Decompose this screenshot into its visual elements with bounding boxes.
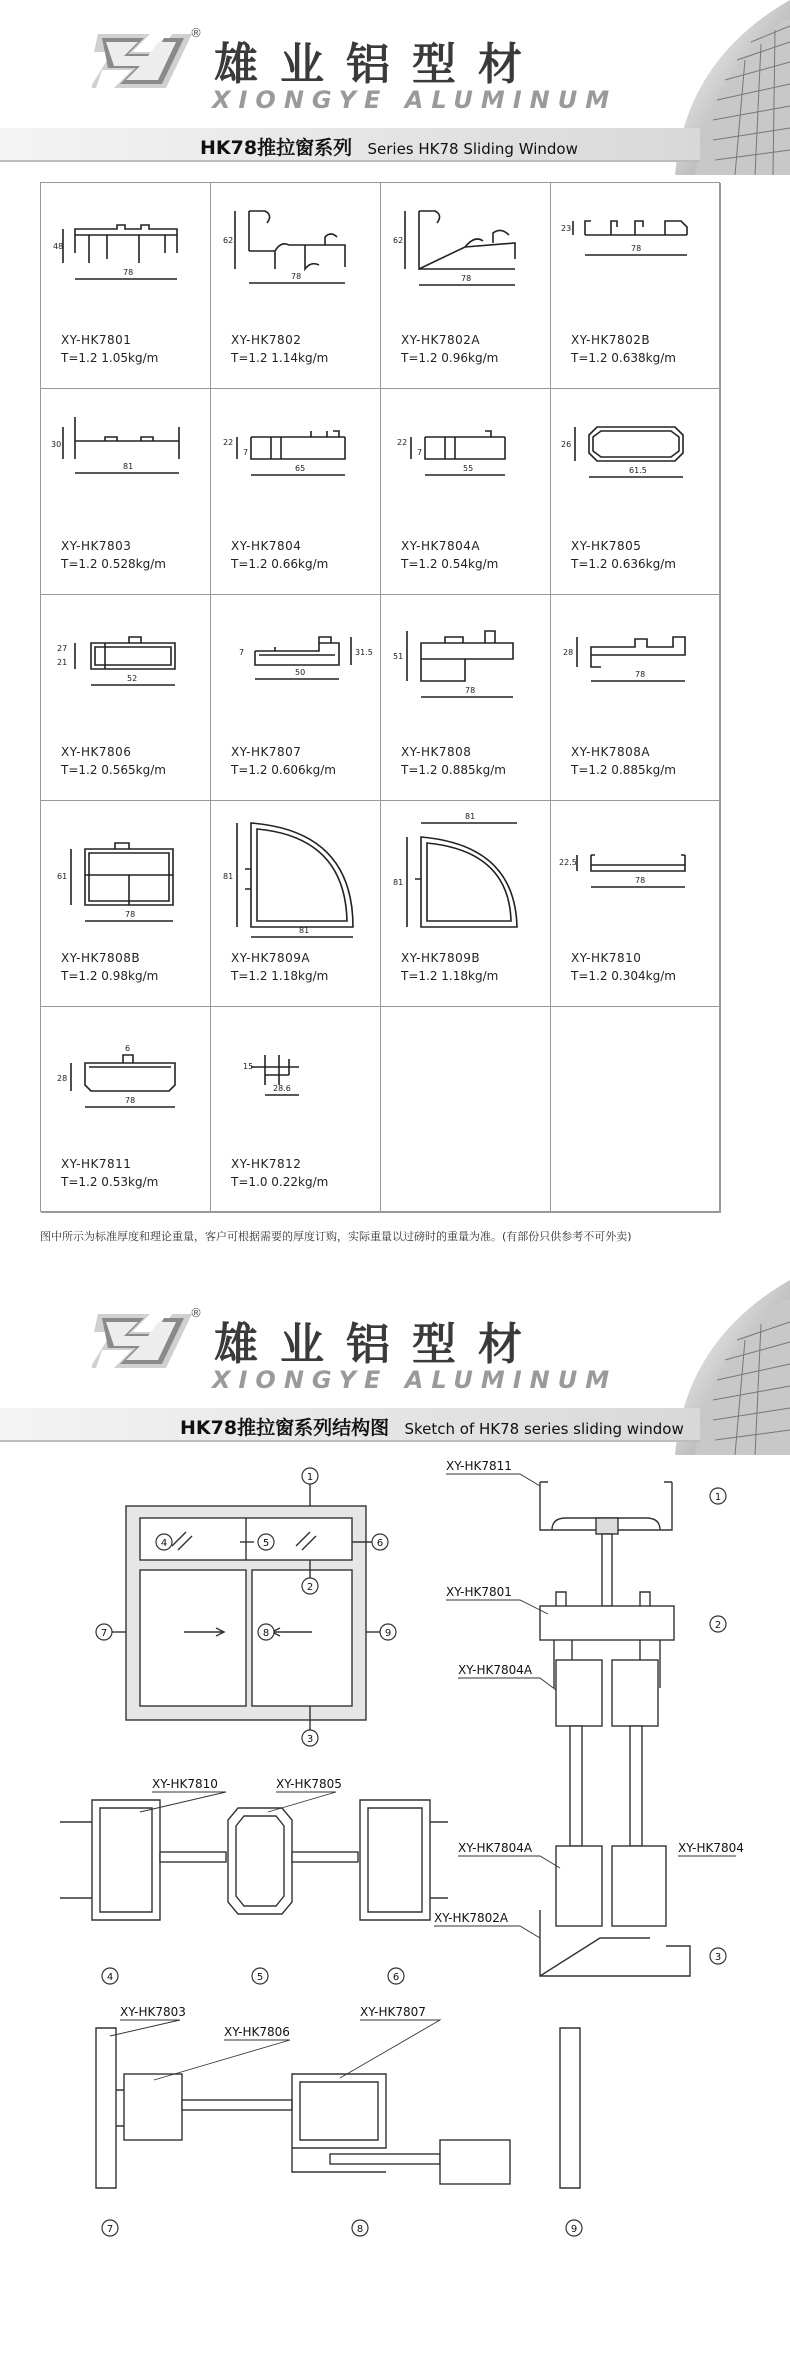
profile-drawing <box>385 809 547 949</box>
dim-height: 61 <box>57 872 68 881</box>
registered-mark: ® <box>190 1306 202 1320</box>
profile-spec: T=1.2 0.606kg/m <box>231 763 336 777</box>
profile-code: XY-HK7811 <box>61 1157 132 1171</box>
label-7811: XY-HK7811 <box>446 1460 512 1473</box>
profile-code: XY-HK7810 <box>571 951 642 965</box>
profile-drawing <box>45 603 207 743</box>
catalog-page-sketch <box>0 1280 790 2356</box>
profile-7804a-bottom <box>556 1846 602 1926</box>
callout-9-section: 9 <box>570 2224 578 2235</box>
callout-1: 1 <box>306 1472 314 1483</box>
profile-code: XY-HK7802A <box>401 333 481 347</box>
callout-2-section: 2 <box>714 1620 722 1631</box>
dim-height: 23 <box>561 224 572 233</box>
callout-6-section: 6 <box>392 1972 400 1983</box>
profile-spec: T=1.2 0.54kg/m <box>401 557 499 571</box>
empty-cell <box>381 1007 551 1213</box>
dim-width: 78 <box>461 274 472 283</box>
profile-code: XY-HK7803 <box>61 539 132 553</box>
brand-name-cn: 雄业铝型材 <box>214 1319 544 1370</box>
profile-spec: T=1.2 1.18kg/m <box>231 969 329 983</box>
profile-drawing <box>555 603 717 743</box>
profile-drawing <box>215 397 377 537</box>
profile-card <box>211 801 381 1007</box>
profile-drawing <box>555 191 717 331</box>
profile-card <box>41 389 211 595</box>
dim-height: 81 <box>393 878 404 887</box>
profile-drawing <box>385 603 547 743</box>
profile-code: XY-HK7801 <box>61 333 132 347</box>
profile-card <box>41 183 211 389</box>
profile-spec: T=1.2 1.05kg/m <box>61 351 159 365</box>
profile-card <box>551 801 721 1007</box>
dim-height: 62 <box>223 236 234 245</box>
sketch-header <box>0 1280 790 1439</box>
dim-width: 81 <box>299 926 310 935</box>
callout-9: 9 <box>384 1628 392 1639</box>
profile-card <box>551 183 721 389</box>
profile-spec: T=1.2 0.636kg/m <box>571 557 676 571</box>
dim-width: 78 <box>291 272 302 281</box>
profile-spec: T=1.2 0.885kg/m <box>401 763 506 777</box>
sketch-title-bar <box>0 1408 700 1442</box>
profile-card <box>41 595 211 801</box>
dim-gap: 7 <box>417 448 423 457</box>
profile-spec: T=1.2 0.638kg/m <box>571 351 676 365</box>
callout-8: 8 <box>262 1628 270 1639</box>
profile-drawing <box>385 397 547 537</box>
callout-5-section: 5 <box>256 1972 264 1983</box>
brand-logo-icon <box>92 1306 196 1376</box>
profile-card <box>381 801 551 1007</box>
dim-width: 65 <box>295 464 306 473</box>
profile-spec: T=1.2 0.66kg/m <box>231 557 329 571</box>
profile-drawing <box>215 191 377 331</box>
profile-drawing <box>215 809 377 949</box>
profile-7810-right <box>360 1800 448 1920</box>
dim-height: 28 <box>57 1074 68 1083</box>
profile-spec: T=1.2 0.565kg/m <box>61 763 166 777</box>
dim-height: 81 <box>223 872 234 881</box>
profile-card <box>381 389 551 595</box>
profile-spec: T=1.2 1.14kg/m <box>231 351 329 365</box>
empty-cell <box>551 1007 721 1213</box>
sketch-title <box>180 1413 684 1440</box>
profile-card <box>211 389 381 595</box>
dim-width: 78 <box>631 244 642 253</box>
profile-card <box>211 595 381 801</box>
profile-code: XY-HK7809A <box>231 951 311 965</box>
registered-mark: ® <box>190 26 202 40</box>
profile-code: XY-HK7808A <box>571 745 651 759</box>
dim-height: 51 <box>393 652 404 661</box>
label-7804a-upper: XY-HK7804A <box>458 1663 533 1677</box>
callout-3: 3 <box>306 1734 314 1745</box>
profile-7801 <box>540 1606 674 1640</box>
profile-drawing <box>215 1015 377 1155</box>
sketch-title-cn: HK78推拉窗系列结构图 <box>180 1417 390 1439</box>
profile-grid <box>40 182 720 1212</box>
profile-spec: T=1.0 0.22kg/m <box>231 1175 329 1189</box>
profile-spec: T=1.2 0.98kg/m <box>61 969 159 983</box>
dim-gap: 7 <box>243 448 249 457</box>
structure-sketch <box>0 1460 790 2340</box>
dim-height: 22 <box>223 438 234 447</box>
profile-card <box>211 1007 381 1213</box>
callout-5: 5 <box>262 1538 270 1549</box>
dim-width: 55 <box>463 464 474 473</box>
dim-width: 52 <box>127 674 138 683</box>
series-title-bar <box>0 128 700 162</box>
series-title-en: Series HK78 Sliding Window <box>367 140 578 158</box>
dim-width: 78 <box>125 910 136 919</box>
profile-card <box>551 389 721 595</box>
label-7804: XY-HK7804 <box>678 1841 744 1855</box>
profile-drawing <box>45 1015 207 1155</box>
dim-height: 28 <box>563 648 574 657</box>
profile-drawing <box>215 603 377 743</box>
callout-1-section: 1 <box>714 1492 722 1503</box>
profile-drawing <box>45 191 207 331</box>
dim-height: 62 <box>393 236 404 245</box>
profile-card <box>211 183 381 389</box>
dim-height: 27 <box>57 644 68 653</box>
profile-card <box>41 801 211 1007</box>
profile-card <box>41 1007 211 1213</box>
label-7807: XY-HK7807 <box>360 2005 426 2019</box>
profile-code: XY-HK7802B <box>571 333 651 347</box>
callout-7: 7 <box>100 1628 108 1639</box>
profile-code: XY-HK7809B <box>401 951 481 965</box>
label-7810: XY-HK7810 <box>152 1777 218 1791</box>
dim-width: 78 <box>635 876 646 885</box>
label-7806: XY-HK7806 <box>224 2025 290 2039</box>
brand-logo-icon <box>92 26 196 96</box>
profile-code: XY-HK7807 <box>231 745 302 759</box>
dim-inner: 21 <box>57 658 68 667</box>
dim-gap: 7 <box>239 648 245 657</box>
callout-3-section: 3 <box>714 1952 722 1963</box>
callout-7-section: 7 <box>106 2224 114 2235</box>
profile-drawing <box>45 809 207 949</box>
profile-spec: T=1.2 0.304kg/m <box>571 969 676 983</box>
profile-code: XY-HK7802 <box>231 333 302 347</box>
dim-height: 48 <box>53 242 64 251</box>
profile-card <box>551 595 721 801</box>
profile-code: XY-HK7808B <box>61 951 141 965</box>
callout-4-section: 4 <box>106 1972 114 1983</box>
profile-drawing <box>555 397 717 537</box>
catalog-header <box>0 0 790 159</box>
dim-width: 78 <box>123 268 134 277</box>
dim-height: 30 <box>51 440 62 449</box>
profile-code: XY-HK7805 <box>571 539 642 553</box>
label-7803: XY-HK7803 <box>120 2005 186 2019</box>
sketch-title-en: Sketch of HK78 series sliding window <box>404 1420 684 1438</box>
dim-gap: 6 <box>125 1044 131 1053</box>
profile-spec: T=1.2 0.885kg/m <box>571 763 676 777</box>
profile-7806 <box>124 2074 182 2140</box>
brand-name-en: XIONGYE ALUMINUM <box>212 86 618 114</box>
brand-name-en: XIONGYE ALUMINUM <box>212 1366 618 1394</box>
profile-spec: T=1.2 0.53kg/m <box>61 1175 159 1189</box>
profile-spec: T=1.2 1.18kg/m <box>401 969 499 983</box>
dim-height: 15 <box>243 1062 254 1071</box>
profile-drawing <box>385 191 547 331</box>
profile-code: XY-HK7804A <box>401 539 481 553</box>
dim-width: 78 <box>125 1096 136 1105</box>
brand-name-cn: 雄业铝型材 <box>214 39 544 90</box>
profile-spec: T=1.2 0.528kg/m <box>61 557 166 571</box>
profile-drawing <box>45 397 207 537</box>
label-7802a: XY-HK7802A <box>434 1911 509 1925</box>
profile-card <box>381 595 551 801</box>
dim-height: 22.5 <box>559 858 577 867</box>
label-7804a-lower: XY-HK7804A <box>458 1841 533 1855</box>
profile-7810 <box>60 1800 160 1920</box>
dim-width: 28.6 <box>273 1084 291 1093</box>
profile-code: XY-HK7808 <box>401 745 472 759</box>
dim-width: 81 <box>465 812 476 821</box>
profile-7804 <box>612 1846 666 1926</box>
profile-card <box>381 183 551 389</box>
footnote: 图中所示为标准厚度和理论重量，客户可根据需要的厚度订购，实际重量以过磅时的重量为准。(有部份只供参考不可外卖) <box>40 1230 632 1243</box>
profile-code: XY-HK7806 <box>61 745 132 759</box>
label-7801: XY-HK7801 <box>446 1585 512 1599</box>
dim-width: 78 <box>465 686 476 695</box>
dim-width: 50 <box>295 668 306 677</box>
series-title-cn: HK78推拉窗系列 <box>200 137 353 159</box>
dim-height: 22 <box>397 438 408 447</box>
dim-width: 78 <box>635 670 646 679</box>
label-7805: XY-HK7805 <box>276 1777 342 1791</box>
profile-7805 <box>228 1808 292 1914</box>
profile-spec: T=1.2 0.96kg/m <box>401 351 499 365</box>
callout-8-section: 8 <box>356 2224 364 2235</box>
series-title <box>200 133 578 160</box>
dim-height: 31.5 <box>355 648 373 657</box>
dim-height: 26 <box>561 440 572 449</box>
profile-drawing <box>555 809 717 949</box>
dim-width: 81 <box>123 462 134 471</box>
dim-width: 61.5 <box>629 466 647 475</box>
callout-4: 4 <box>160 1538 168 1549</box>
profile-7804a-top <box>556 1660 602 1726</box>
callout-6: 6 <box>376 1538 384 1549</box>
callout-2: 2 <box>306 1582 314 1593</box>
profile-code: XY-HK7804 <box>231 539 302 553</box>
profile-code: XY-HK7812 <box>231 1157 302 1171</box>
